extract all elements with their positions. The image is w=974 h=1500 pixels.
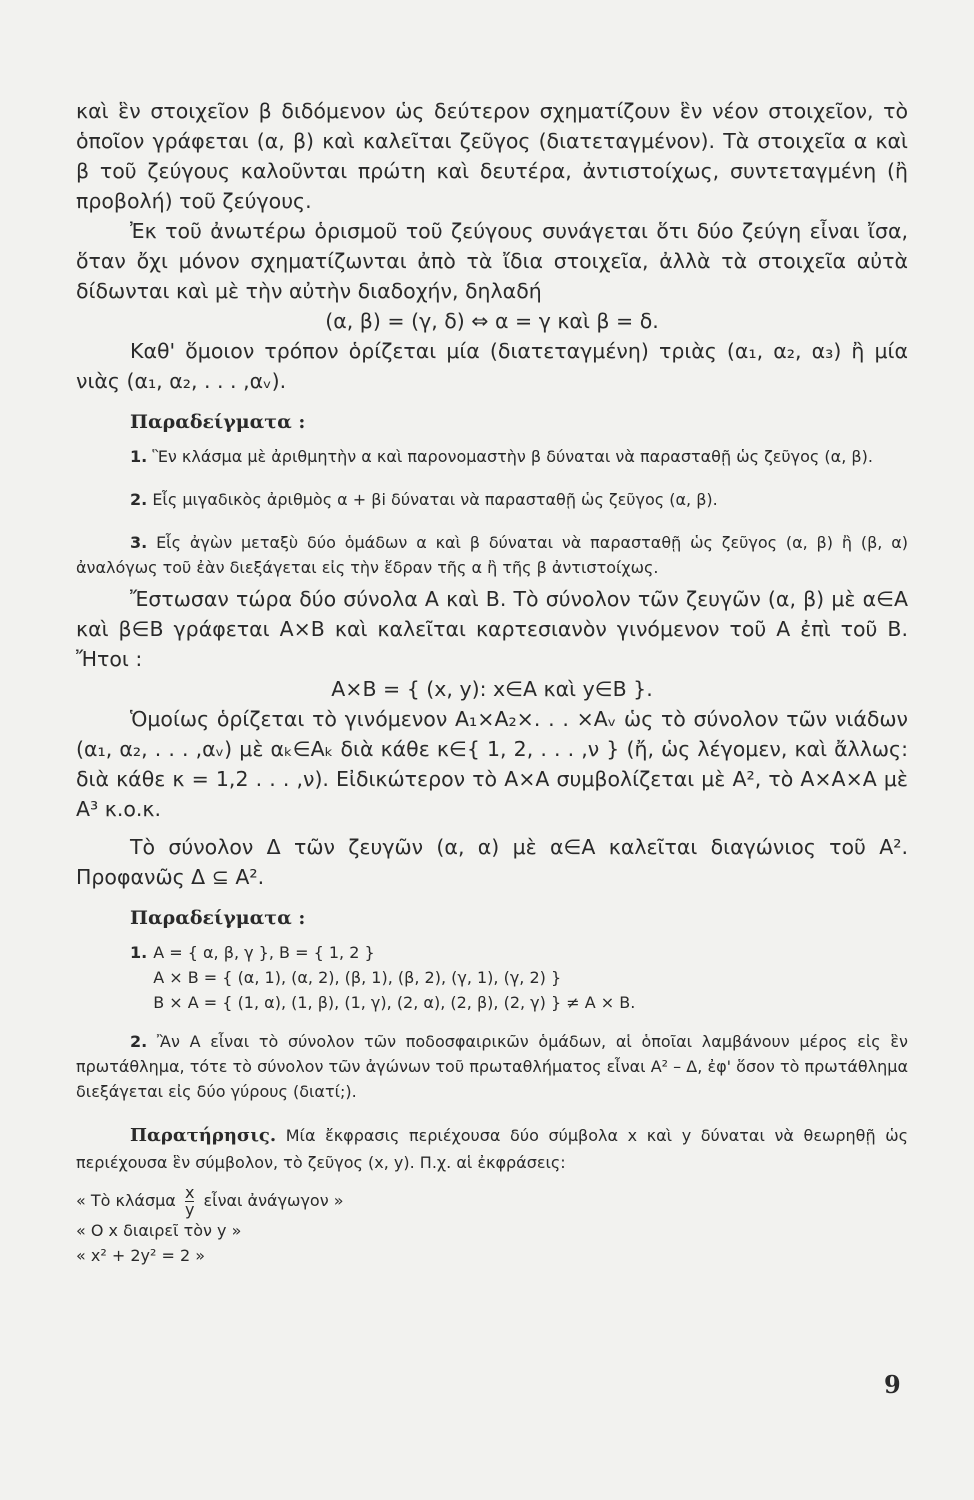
examples-heading-1: Παραδείγματα : (130, 411, 306, 433)
example-text: Εἷς μιγαδικὸς ἀριθμὸς α + βi δύναται νὰ παρασταθῇ ὡς ζεῦγος (α, β). (152, 490, 718, 509)
example-text: Εἷς ἀγὼν μεταξὺ δύο ὁμάδων α καὶ β δύναται νὰ παρασταθῇ ὡς ζεῦγος (α, β) ἢ (β, α) ἀναλόγως τοῦ ἐὰν διεξάγεται εἰς τὴν ἕδραν τῆς α ἢ τῆς β ἀντιστοίχως. (76, 533, 908, 577)
examples-list-1 (76, 444, 908, 580)
sets-definition: Α = { α, β, γ }, Β = { 1, 2 } (153, 943, 375, 962)
paragraph-n-fold-product: Ὁμοίως ὁρίζεται τὸ γινόμενον Α₁×Α₂×. . . ×Αᵥ ὡς τὸ σύνολον τῶν νιάδων (α₁, α₂, . . . ,αᵥ) μὲ αₖ∈Αₖ διὰ κάθε κ∈{ 1, 2, . . . ,ν } (ἤ, ὡς λέγομεν, καὶ ἄλλως: διὰ κάθε κ = 1,2 . . . ,ν). Εἰδικώτερον τὸ Α×Α συμβολίζεται μὲ Α², τὸ Α×Α×Α μὲ Α³ κ.ο.κ. (76, 707, 908, 821)
paragraph-pair-equality: Ἐκ τοῦ ἀνωτέρω ὁρισμοῦ τοῦ ζεύγους συνάγεται ὅτι δύο ζεύγη εἶναι ἴσα, ὅταν ὄχι μόνον σχηματίζωνται ἀπὸ τὰ ἴδια στοιχεῖα, ἀλλὰ τὰ στοιχεῖα αὐτὰ δίδωνται καὶ μὲ τὴν αὐτὴν διαδοχήν, δηλαδή (76, 219, 908, 303)
remark-paragraph (76, 1122, 908, 1175)
remark-heading: Παρατήρησις. (130, 1125, 277, 1146)
product-a-b: Α × Β = { (α, 1), (α, 2), (β, 1), (β, 2), (γ, 1), (γ, 2) } (153, 968, 562, 987)
expression-fraction (76, 1185, 908, 1218)
paragraph-cartesian-product: Ἔστωσαν τώρα δύο σύνολα Α καὶ Β. Τὸ σύνολον τῶν ζευγῶν (α, β) μὲ α∈Α καὶ β∈Β γράφεται Α×Β καὶ καλεῖται καρτεσιανὸν γινόμενον τοῦ Α ἐπὶ τοῦ Β. Ἤτοι : (76, 587, 908, 671)
example-text: Ἓν κλάσμα μὲ ἀριθμητὴν α καὶ παρονομαστὴν β δύναται νὰ παρασταθῇ ὡς ζεῦγος (α, β). (152, 447, 873, 466)
cartesian-formula: Α×Β = { (x, y): x∈Α καὶ y∈Β }. (331, 677, 653, 701)
examples-heading-2: Παραδείγματα : (130, 907, 306, 929)
fraction-denominator: y (184, 1200, 195, 1219)
page-number: 9 (884, 1370, 901, 1399)
example-number: 2. (130, 1032, 148, 1051)
fraction-numerator: x (184, 1183, 195, 1202)
equality-formula: (α, β) = (γ, δ) ⇔ α = γ καὶ β = δ. (325, 309, 659, 333)
example-item (76, 444, 908, 469)
paragraph-triple-definition: Καθ' ὅμοιον τρόπον ὁρίζεται μία (διατεταγμένη) τριὰς (α₁, α₂, α₃) ἢ μία νιὰς (α₁, α₂, . . . ,αᵥ). (76, 339, 908, 393)
example-text: Ἂν Α εἶναι τὸ σύνολον τῶν ποδοσφαιρικῶν ὁμάδων, αἱ ὁποῖαι λαμβάνουν μέρος εἰς ἓν πρωτάθλημα, τότε τὸ σύνολον τῶν ἀγώνων τοῦ πρωταθλήματος εἶναι Α² – Δ, ἐφ' ὅσον τὸ πρωτάθλημα διεξάγεται εἰς δύο γύρους (διατί;). (76, 1032, 908, 1101)
example-number: 1. (130, 447, 148, 466)
product-b-a: Β × Α = { (1, α), (1, β), (1, γ), (2, α), (2, β), (2, γ) } ≠ Α × Β. (153, 993, 636, 1012)
expression-divides: « Ο x διαιρεῖ τὸν y » (76, 1221, 242, 1240)
example-number: 2. (130, 490, 148, 509)
examples-list-2 (76, 940, 908, 1104)
expression-left: « Τὸ κλάσμα (76, 1191, 176, 1210)
paragraph-pair-definition: καὶ ἓν στοιχεῖον β διδόμενον ὡς δεύτερον σχηματίζουν ἓν νέον στοιχεῖον, τὸ ὁποῖον γράφεται (α, β) καὶ καλεῖται ζεῦγος (διατεταγμένον). Τὰ στοιχεῖα α καὶ β τοῦ ζεύγους καλοῦνται πρώτη καὶ δευτέρα, ἀντιστοίχως, συντεταγμένη (ἢ προβολή) τοῦ ζεύγους. (76, 99, 908, 213)
expression-equation: « x² + 2y² = 2 » (76, 1246, 206, 1265)
text-column (76, 96, 908, 1268)
fraction-x-over-y (185, 1185, 194, 1218)
example-sets (130, 940, 908, 1015)
example-item (76, 487, 908, 512)
expression-right: εἶναι ἀνάγωγον » (203, 1191, 344, 1210)
example-item (76, 530, 908, 580)
example-number: 1. (130, 943, 148, 962)
example-sets-lines (153, 940, 635, 1015)
paragraph-diagonal: Τὸ σύνολον Δ τῶν ζευγῶν (α, α) μὲ α∈Α καλεῖται διαγώνιος τοῦ Α². Προφανῶς Δ ⊆ Α². (76, 835, 908, 889)
remark-text: Μία ἔκφρασις περιέχουσα δύο σύμβολα x καὶ y δύναται νὰ θεωρηθῇ ὡς περιέχουσα ἓν σύμβολον, τὸ ζεῦγος (x, y). Π.χ. αἱ ἐκφράσεις: (76, 1126, 908, 1172)
example-football (76, 1029, 908, 1104)
example-number: 3. (130, 533, 148, 552)
